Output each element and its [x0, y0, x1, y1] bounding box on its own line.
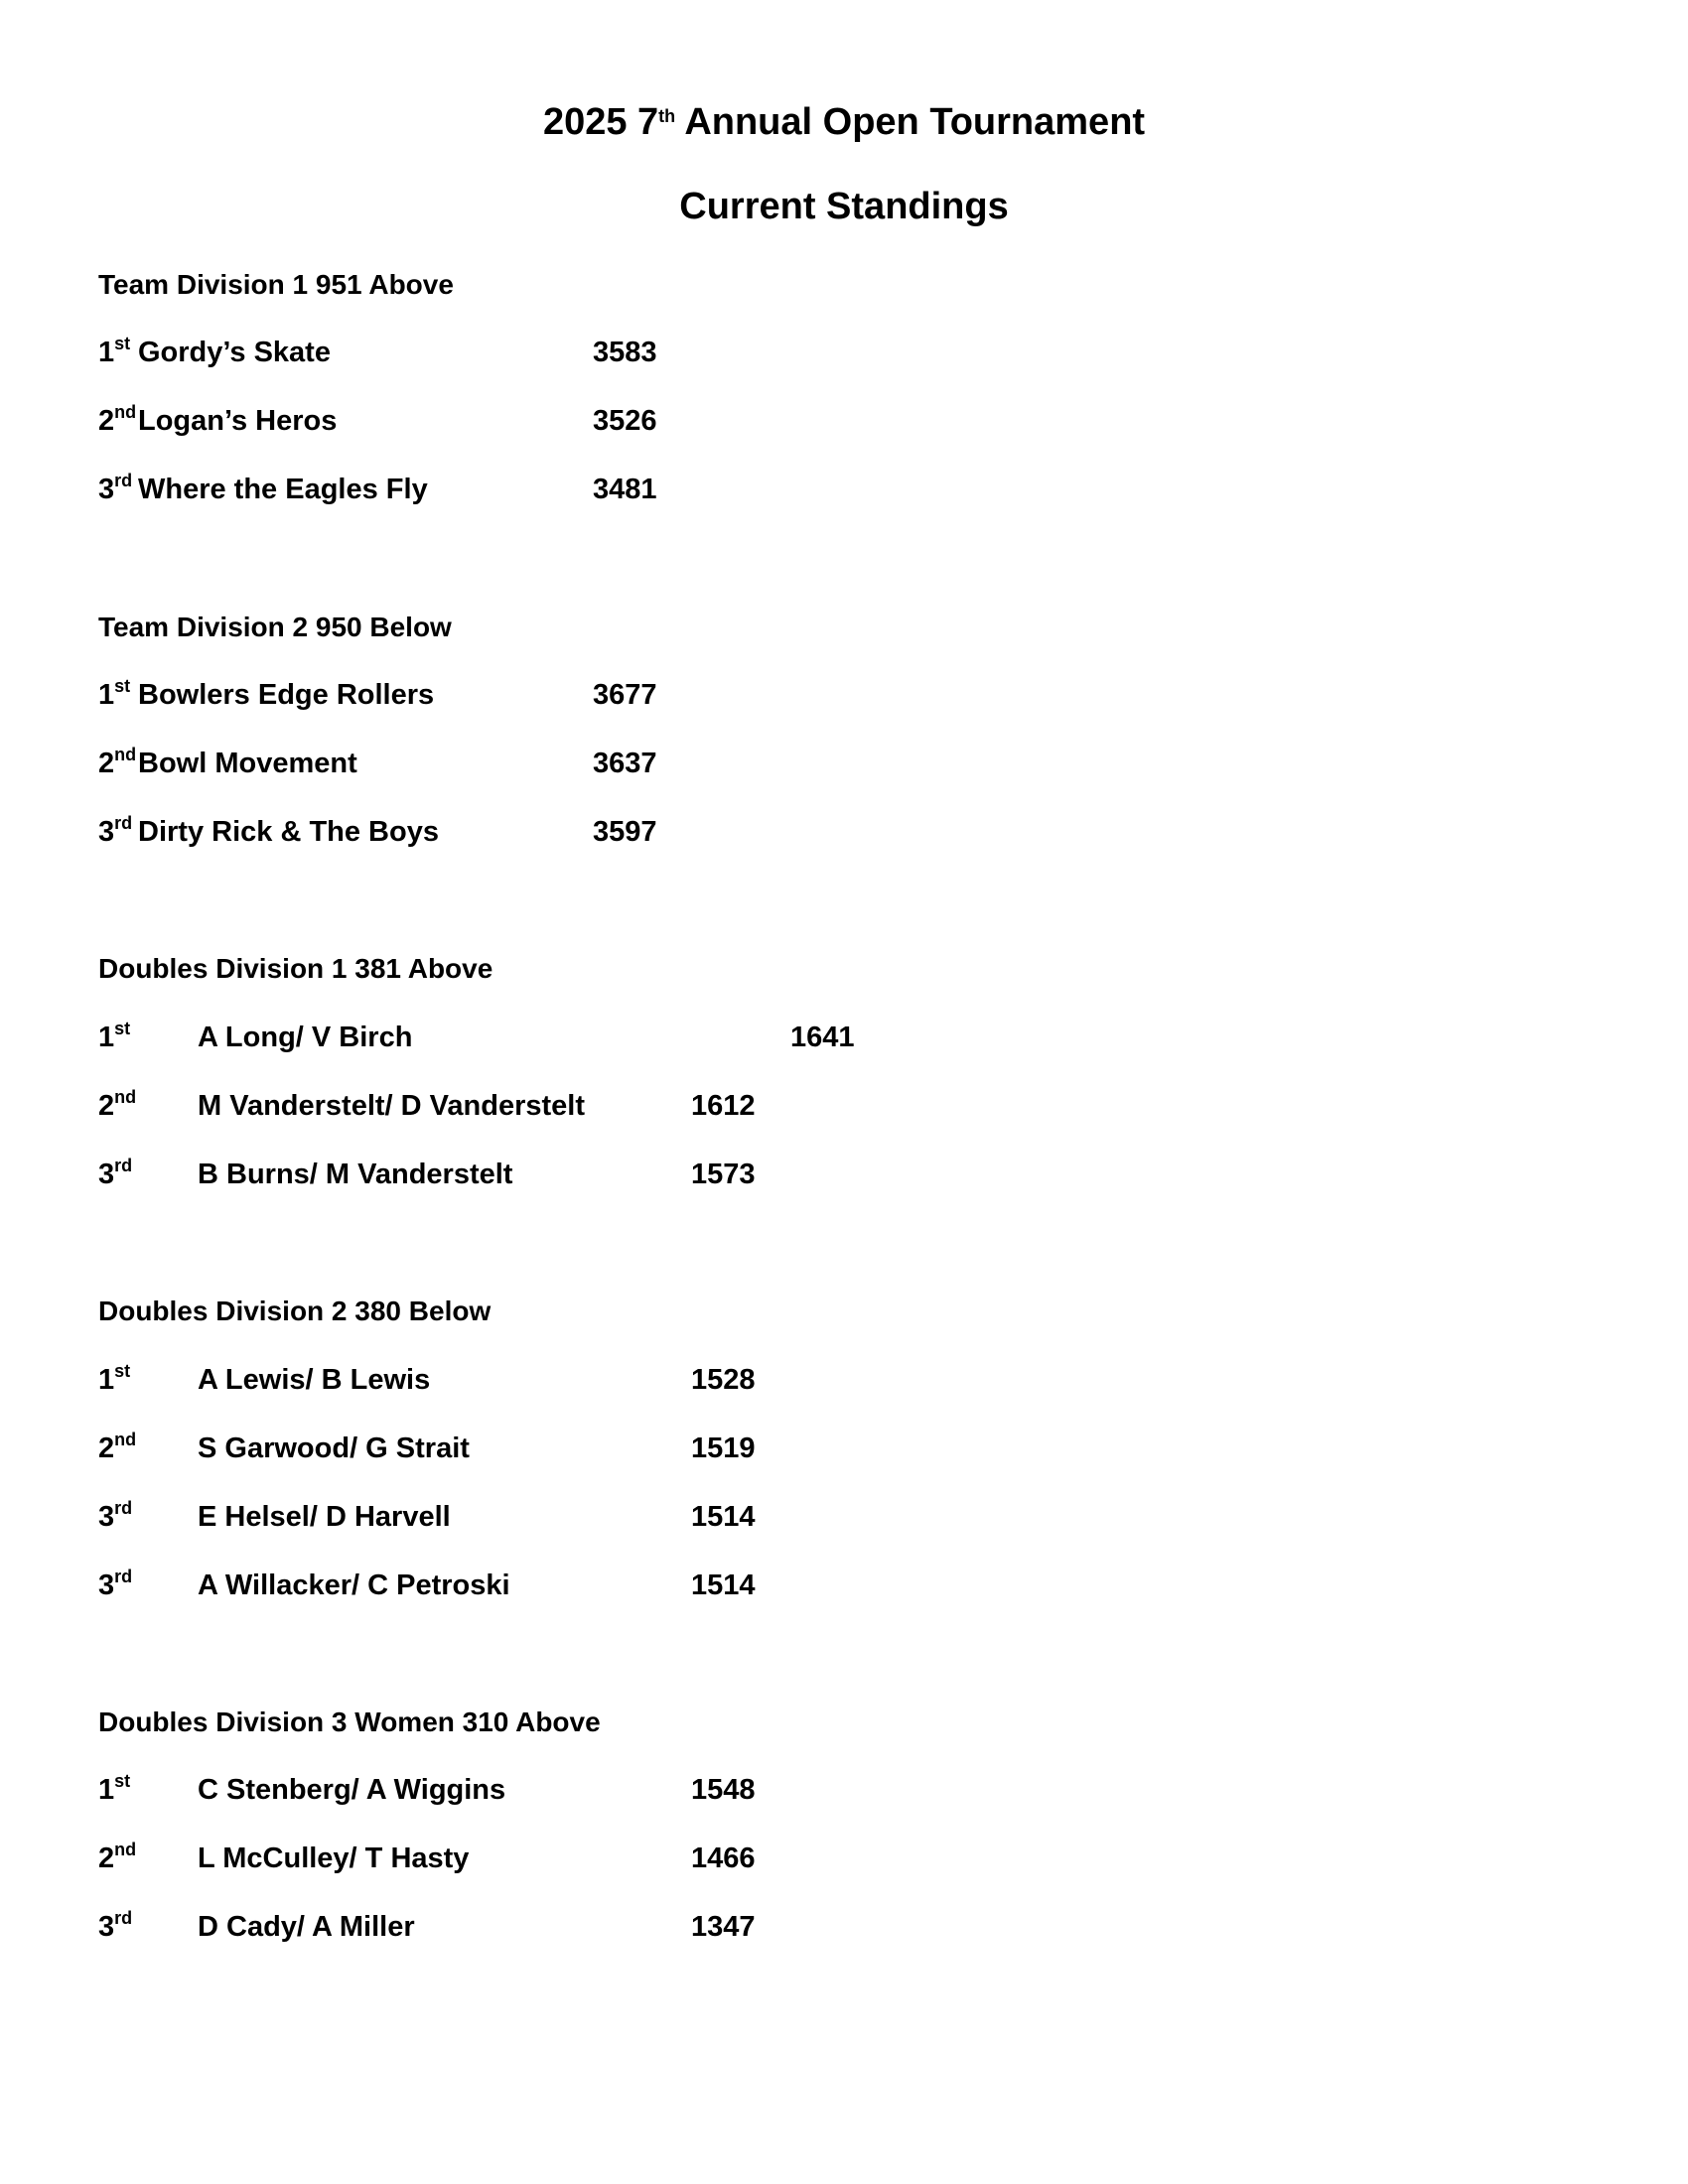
place: 3rd [98, 1567, 133, 1601]
pair-names: B Burns/ M Vanderstelt [198, 1159, 513, 1190]
standing-row [98, 1087, 1588, 1130]
doubles-division-1-heading: Doubles Division 1 381 Above [98, 953, 493, 984]
pair-names: A Lewis/ B Lewis [198, 1364, 431, 1396]
score: 1573 [691, 1159, 756, 1190]
standing-row [98, 1567, 1588, 1609]
score: 3597 [593, 816, 657, 848]
place: 1st [98, 1771, 131, 1806]
score: 1466 [691, 1843, 756, 1874]
place: 3rd [98, 813, 133, 848]
pair-names: C Stenberg/ A Wiggins [198, 1774, 506, 1806]
team-name: Where the Eagles Fly [138, 474, 428, 505]
place: 2nd [98, 1430, 137, 1464]
standing-row [98, 1430, 1588, 1472]
standing-row [98, 1908, 1588, 1951]
title-year-suffix: th [658, 106, 676, 126]
standing-row [98, 676, 1588, 719]
pair-names: S Garwood/ G Strait [198, 1433, 470, 1464]
title-year: 2025 7 [542, 101, 659, 143]
place: 3rd [98, 471, 133, 505]
doubles-division-2-heading: Doubles Division 2 380 Below [98, 1296, 492, 1326]
score: 1347 [691, 1911, 756, 1943]
document-title [0, 101, 1688, 144]
team-name: Bowlers Edge Rollers [138, 679, 435, 711]
pair-names: E Helsel/ D Harvell [198, 1501, 451, 1533]
title-rest: Annual Open Tournament [675, 101, 1146, 143]
pair-names: M Vanderstelt/ D Vanderstelt [198, 1090, 586, 1122]
standing-row [98, 1156, 1588, 1198]
pair-names: A Willacker/ C Petroski [198, 1570, 510, 1601]
place: 2nd [98, 1840, 137, 1874]
doubles-division-3-heading: Doubles Division 3 Women 310 Above [98, 1706, 601, 1737]
standing-row [98, 334, 1588, 376]
place: 2nd [98, 1087, 137, 1122]
standing-row [98, 402, 1588, 445]
score: 3637 [593, 748, 657, 779]
team-name: Logan’s Heros [138, 405, 338, 437]
team-name: Bowl Movement [138, 748, 357, 779]
standing-row [98, 813, 1588, 856]
score: 1519 [691, 1433, 756, 1464]
team-division-2-heading: Team Division 2 950 Below [98, 612, 452, 642]
document-subtitle: Current Standings [679, 186, 1009, 227]
score: 1514 [691, 1570, 756, 1601]
score: 3526 [593, 405, 657, 437]
team-division-1-heading: Team Division 1 951 Above [98, 269, 454, 300]
pair-names: L McCulley/ T Hasty [198, 1843, 470, 1874]
standing-row [98, 1361, 1588, 1404]
standing-row [98, 1498, 1588, 1541]
score: 1514 [691, 1501, 756, 1533]
score: 3583 [593, 337, 657, 368]
place: 2nd [98, 402, 137, 437]
score: 1548 [691, 1774, 756, 1806]
place: 1st [98, 1361, 131, 1396]
place: 3rd [98, 1908, 133, 1943]
standing-row [98, 745, 1588, 787]
place: 1st [98, 1019, 131, 1053]
place: 2nd [98, 745, 137, 779]
score: 1641 [790, 1022, 855, 1053]
score: 3481 [593, 474, 657, 505]
score: 3677 [593, 679, 657, 711]
team-name: Gordy’s Skate [138, 337, 331, 368]
pair-names: D Cady/ A Miller [198, 1911, 415, 1943]
team-name: Dirty Rick & The Boys [138, 816, 439, 848]
pair-names: A Long/ V Birch [198, 1022, 413, 1053]
standing-row [98, 471, 1588, 513]
place: 1st [98, 334, 131, 368]
score: 1612 [691, 1090, 756, 1122]
standing-row [98, 1771, 1588, 1814]
place: 3rd [98, 1156, 133, 1190]
standing-row [98, 1840, 1588, 1882]
place: 1st [98, 676, 131, 711]
score: 1528 [691, 1364, 756, 1396]
place: 3rd [98, 1498, 133, 1533]
standing-row [98, 1019, 1588, 1061]
